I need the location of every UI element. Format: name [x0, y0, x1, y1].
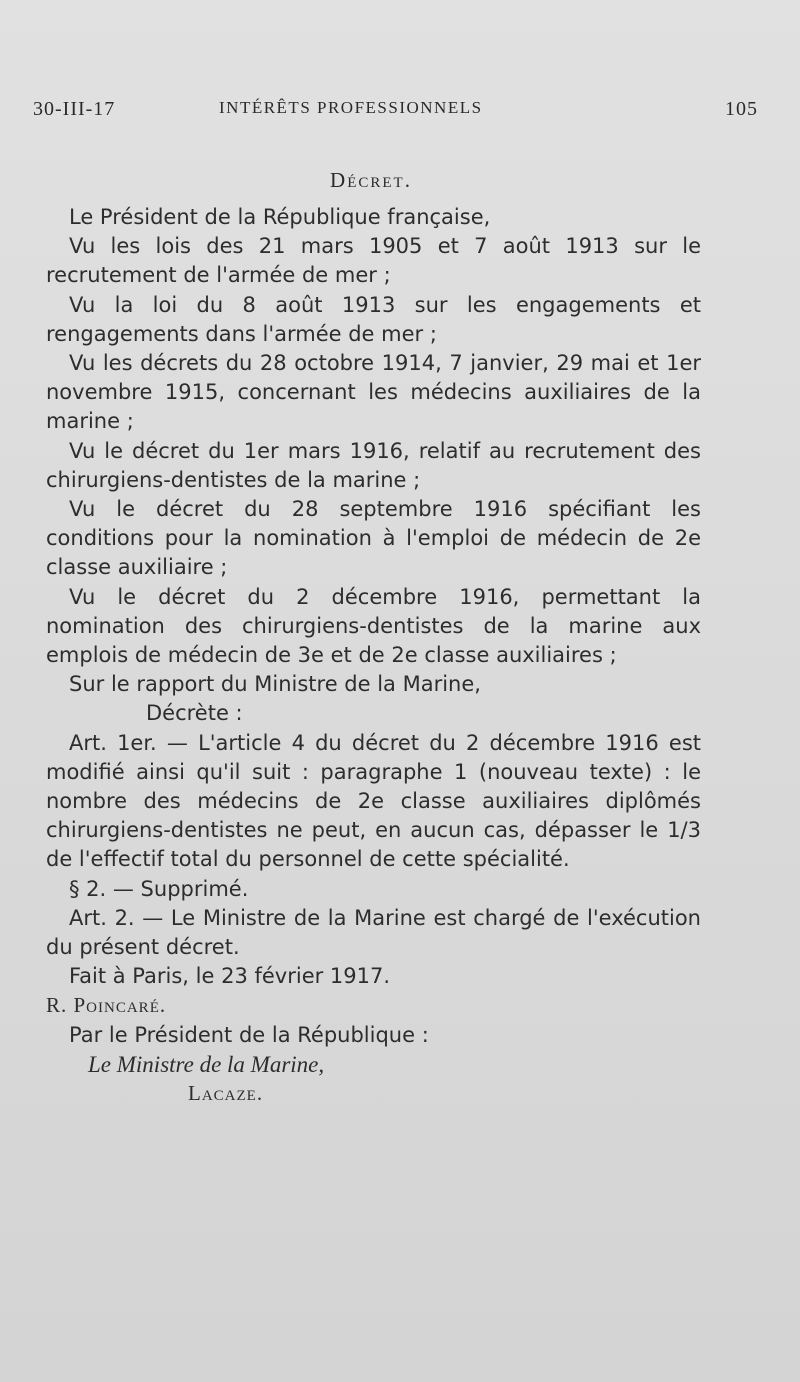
article-paragraph: Art. 2. — Le Ministre de la Marine est chargé de l'exécution du présent décret.: [46, 905, 701, 960]
visa-paragraph: Vu la loi du 8 août 1913 sur les engagements et rengagements dans l'armée de mer ;: [46, 292, 701, 346]
running-header: [33, 98, 758, 128]
page-number: 105: [725, 98, 758, 120]
closing-minister-title: Le Ministre de la Marine,: [88, 1051, 325, 1077]
done-at-line: Fait à Paris, le 23 février 1917.: [69, 964, 391, 989]
article-paragraph: Art. 1er. — L'article 4 du décret du 2 décembre 1916 est modifié ainsi qu'il suit : paragraphe 1 (nouveau texte) : le nombre des médecins de 2e classe auxiliaires diplômés chirurgiens-dentistes ne peut, en aucun cas, dépasser le 1/3 de l'effectif total du personnel de cette spécialité.: [46, 730, 701, 872]
report-line: Sur le rapport du Ministre de la Marine,: [69, 672, 481, 697]
visa-paragraph: Vu le décret du 1er mars 1916, relatif au recrutement des chirurgiens-dentistes de la marine ;: [46, 438, 701, 492]
decree-body: [46, 203, 701, 1108]
signature-minister: Lacaze.: [188, 1081, 264, 1106]
decrete-heading: Décrète :: [146, 701, 243, 726]
closing-line: Par le Président de la République :: [69, 1022, 429, 1047]
visa-paragraph: Vu les lois des 21 mars 1905 et 7 août 1913 sur le recrutement de l'armée de mer ;: [46, 234, 701, 288]
signature-president: R. Poincaré.: [46, 993, 167, 1018]
article-paragraph: § 2. — Supprimé.: [69, 876, 249, 901]
header-section-title: INTÉRÊTS PROFESSIONNELS: [219, 98, 483, 117]
visa-paragraph: Vu le décret du 2 décembre 1916, permettant la nomination des chirurgiens-dentistes de la marine aux emplois de médecin de 3e et de 2e classe auxiliaires ;: [46, 584, 701, 668]
document-title: Décret.: [330, 168, 412, 192]
preamble-line: Le Président de la République française,: [69, 205, 491, 229]
visa-paragraph: Vu les décrets du 28 octobre 1914, 7 janvier, 29 mai et 1er novembre 1915, concernant les médecins auxiliaires de la marine ;: [46, 351, 701, 434]
header-date: 30-III-17: [33, 98, 116, 120]
visa-paragraph: Vu le décret du 28 septembre 1916 spécifiant les conditions pour la nomination à l'emploi de médecin de 2e classe auxiliaire ;: [46, 497, 701, 580]
